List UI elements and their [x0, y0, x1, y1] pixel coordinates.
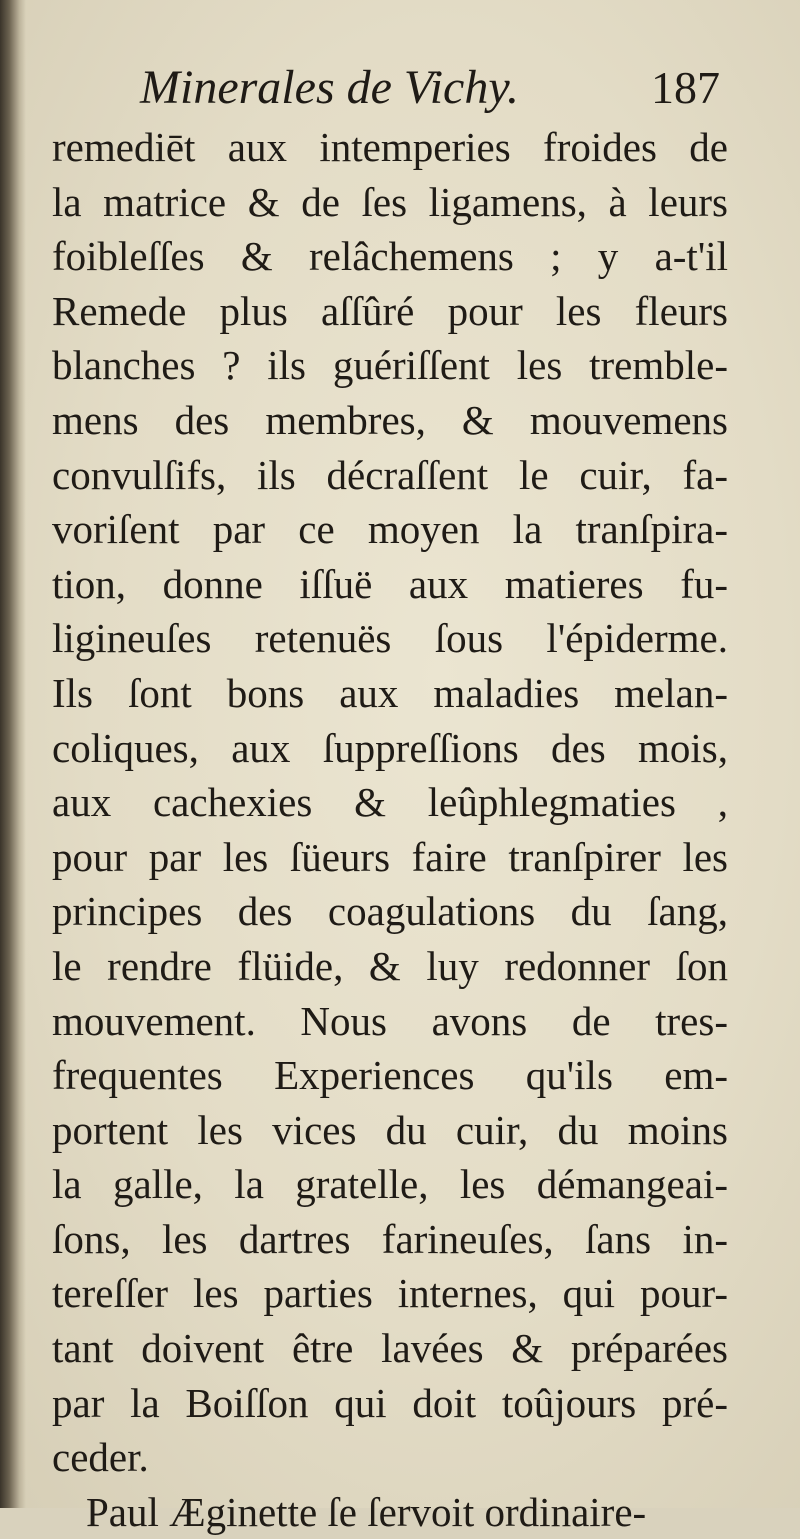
text-line: le rendre flüide, & luy redonner ſon [52, 942, 728, 989]
text-line: tion, donne iſſuë aux matieres fu- [52, 560, 728, 607]
text-line: tant doivent être lavées & préparées [52, 1325, 728, 1372]
text-line: ſons, les dartres farineuſes, ſans in- [52, 1215, 728, 1262]
text-line: tereſſer les parties internes, qui pour- [52, 1270, 728, 1317]
body-text [52, 120, 728, 1539]
text-line: Paul Æginette ſe ſervoit ordinaire- [86, 1488, 647, 1535]
page-binding-edge [0, 0, 26, 1508]
text-line: coliques, aux ſuppreſſions des mois, [52, 724, 728, 771]
text-line: convulſifs, ils décraſſent le cuir, fa- [52, 451, 728, 498]
text-line: portent les vices du cuir, du moins [52, 1106, 728, 1153]
text-line: mouvement. Nous avons de tres- [52, 997, 728, 1044]
text-line: Ils ſont bons aux maladies melan- [52, 669, 728, 716]
page-header [140, 58, 720, 118]
text-line: pour par les ſüeurs faire tranſpirer les [52, 833, 728, 880]
page-number: 187 [651, 62, 720, 113]
text-line: Remede plus aſſûré pour les fleurs [52, 287, 728, 334]
text-line: blanches ? ils guériſſent les tremble- [52, 342, 728, 389]
text-line: frequentes Experiences qu'ils em- [52, 1052, 728, 1099]
text-line: la matrice & de ſes ligamens, à leurs [52, 178, 728, 225]
running-title: Minerales de Vichy. [140, 61, 519, 114]
text-line: ceder. [52, 1434, 149, 1481]
text-line: mens des membres, & mouvemens [52, 396, 728, 443]
text-line: voriſent par ce moyen la tranſpira- [52, 506, 728, 553]
text-line: remediēt aux intemperies froides de [52, 124, 728, 170]
text-line: par la Boiſſon qui doit toûjours pré- [52, 1379, 728, 1426]
text-line: ligineuſes retenuës ſous l'épiderme. [52, 615, 728, 662]
text-line: foibleſſes & relâchemens ; y a-t'il [52, 233, 728, 280]
text-line: la galle, la gratelle, les démangeai- [52, 1161, 728, 1208]
text-line: aux cachexies & leûphlegmaties , [52, 779, 728, 826]
text-line: principes des coagulations du ſang, [52, 888, 728, 935]
